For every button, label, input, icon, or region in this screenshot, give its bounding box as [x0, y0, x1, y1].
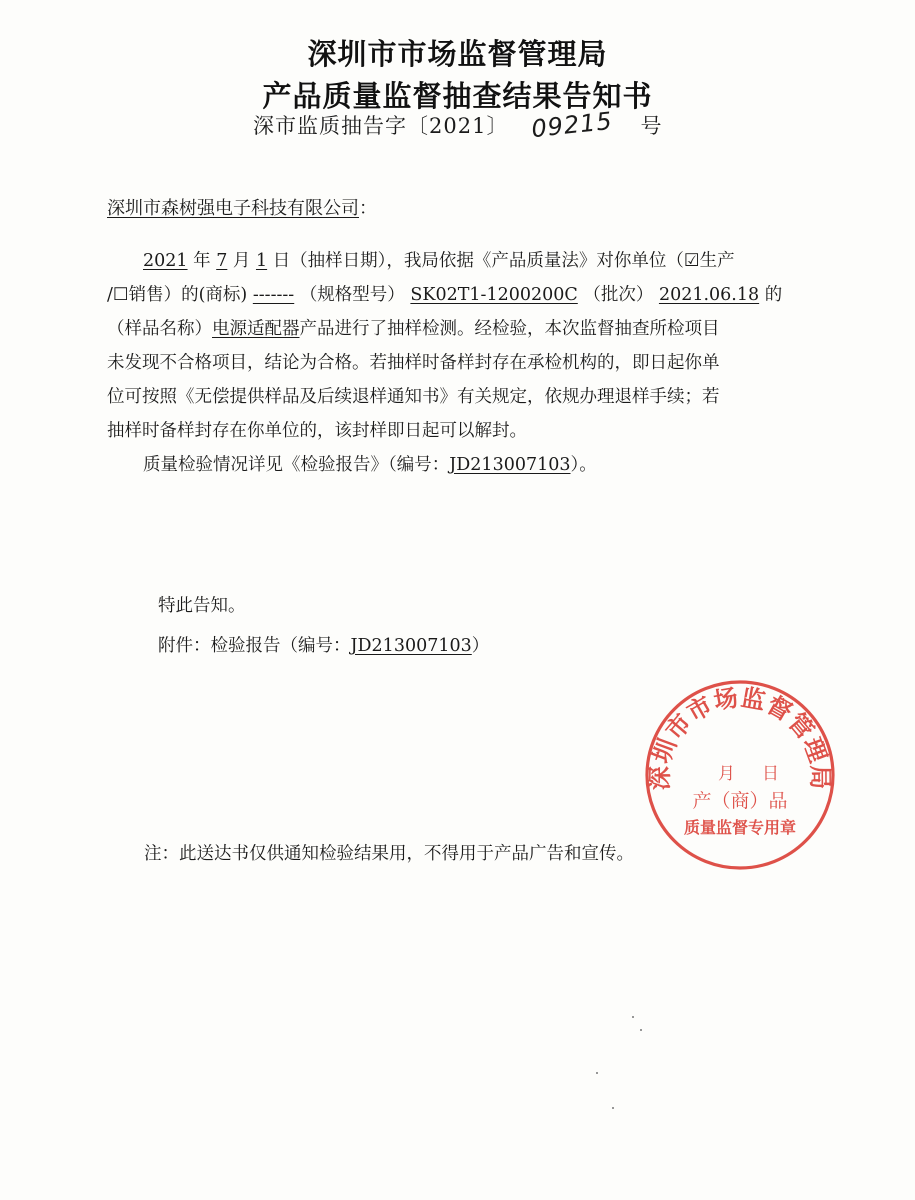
document-title: 产品质量监督抽查结果告知书	[262, 79, 653, 113]
agency-title: 深圳市市场监督管理局	[307, 37, 608, 71]
sample-name: 电源适配器	[212, 319, 300, 339]
seal-org-arc: 深圳市市场监督管理局	[645, 683, 835, 791]
scan-speck	[640, 1029, 642, 1031]
seal-date-day: 日	[762, 764, 779, 784]
recipient-name: 深圳市森树强电子科技有限公司	[107, 198, 359, 219]
ref-handwritten-number: 09215	[530, 106, 615, 144]
body-line-2	[107, 278, 807, 312]
recipient-line	[107, 194, 377, 220]
scan-speck	[596, 1072, 598, 1074]
sampling-year: 2021	[143, 251, 188, 271]
batch-label: （批次）	[583, 285, 654, 305]
recipient-colon: ：	[359, 198, 377, 219]
brand-value: -------	[252, 285, 295, 305]
report-prefix: 质量检验情况详见《检验报告》（编号：	[143, 455, 450, 475]
attachment-suffix: ）	[471, 636, 490, 656]
attachment-number: JD213007103	[350, 636, 472, 656]
batch-value: 2021.06.18	[658, 285, 760, 305]
body-line-7	[107, 448, 807, 482]
seal-center-text: 产（商）品	[692, 790, 788, 812]
line2-suffix: 的	[764, 285, 783, 305]
model-value: SK02T1-1200200C	[410, 285, 578, 305]
seal-bottom-text: 质量监督专用章	[683, 818, 797, 837]
attachment-line	[158, 632, 489, 657]
body-line-5: 位可按照《无偿提供样品及后续退样通知书》有关规定，依规办理退样手续；若	[107, 387, 720, 407]
line3-prefix: （样品名称）	[107, 319, 212, 339]
report-number: JD213007103	[449, 455, 571, 475]
ref-suffix: 号	[640, 114, 663, 138]
attachment-prefix: 附件：检验报告（编号：	[158, 636, 351, 656]
footnote: 注：此送达书仅供通知检验结果用，不得用于产品广告和宣传。	[144, 844, 634, 864]
document-reference-number	[253, 106, 663, 144]
sampling-month: 7	[216, 251, 228, 271]
body-line-6: 抽样时备样封存在你单位的，该封样即日起可以解封。	[107, 421, 527, 441]
body-line-3	[107, 312, 807, 346]
official-seal	[640, 675, 840, 875]
model-label: （规格型号）	[299, 285, 405, 305]
sampling-note: 日（抽样日期），我局依据《产品质量法》对你单位（☑生产	[272, 251, 735, 271]
closing-notice: 特此告知。	[158, 596, 246, 616]
scan-speck	[612, 1107, 614, 1109]
seal-date-month: 月	[718, 764, 735, 784]
sampling-day: 1	[255, 251, 268, 271]
scan-speck	[632, 1016, 634, 1018]
report-suffix: ）。	[570, 455, 597, 475]
line2-prefix: /☐销售）的(商标)	[107, 285, 248, 305]
body-line-4: 未发现不合格项目，结论为合格。若抽样时备样封存在承检机构的，即日起你单	[107, 353, 720, 373]
notice-body	[107, 244, 807, 482]
body-line-1: 2021 年 7 月 1 日（抽样日期），我局依据《产品质量法》对你单位（☑生产	[143, 251, 735, 271]
line3-suffix: 产品进行了抽样检测。经检验，本次监督抽查所检项目	[299, 319, 720, 339]
ref-prefix: 深市监质抽告字〔2021〕	[253, 114, 509, 138]
